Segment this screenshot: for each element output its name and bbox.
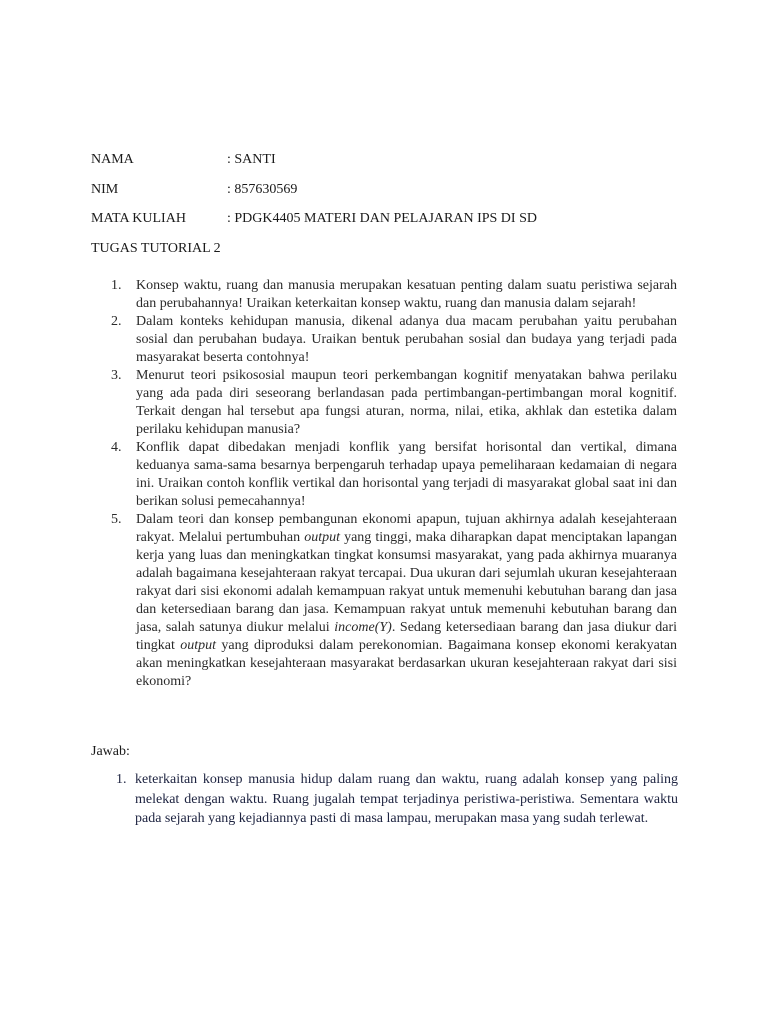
question-text: Menurut teori psikososial maupun teori perkembangan kognitif menyatakan bahwa perilaku yang ada pada diri seseorang berlandasan pada pertimbangan-pertimbangan moral kognitif. Terkait dengan hal tersebut apa fungsi aturan, norma, nilai, etika, akhlak dan estetika dalam perilaku kehidupan manusia? bbox=[136, 368, 677, 437]
info-label-mata-kuliah: MATA KULIAH bbox=[91, 211, 186, 226]
question-number: 1. bbox=[111, 278, 122, 293]
info-value-mata-kuliah: : PDGK4405 MATERI DAN PELAJARAN IPS DI SD bbox=[227, 211, 537, 226]
answer-number: 1. bbox=[116, 772, 127, 787]
answer-item bbox=[116, 770, 678, 829]
question-text-part: yang tinggi, maka diharapkan dapat menciptakan lapangan kerja yang luas dan meningkatkan tingkat konsumsi masyarakat, yang pada akhirnya muaranya adalah bagaimana kesejahteraan rakyat tercapai. Dua ukuran dari sejumlah ukuran kesejahteraan rakyat dari sisi ekonomi adalah kemampuan rakyat untuk memenuhi kebutuhan barang dan jasa dan ketersediaan barang dan jasa. Kemampuan rakyat untuk memenuhi kebutuhan barang dan jasa, salah satunya diukur melalui bbox=[136, 530, 677, 635]
answer-heading: Jawab: bbox=[91, 744, 130, 759]
answer-text: keterkaitan konsep manusia hidup dalam ruang dan waktu, ruang adalah konsep yang paling melekat dengan waktu. Ruang jugalah tempat terjadinya peristiwa-peristiwa. Sementara waktu pada sejarah yang kejadiannya pasti di masa lampau, merupakan masa yang sudah terlewat. bbox=[135, 772, 678, 826]
question-list bbox=[111, 277, 677, 691]
info-row-nim bbox=[91, 180, 537, 210]
question-italic-term: income(Y) bbox=[334, 620, 392, 635]
question-text bbox=[136, 511, 677, 691]
question-item bbox=[111, 313, 677, 367]
info-label-nim: NIM bbox=[91, 181, 119, 197]
question-text: Dalam konteks kehidupan manusia, dikenal adanya dua macam perubahan yaitu perubahan sosial dan perubahan budaya. Uraikan bentuk perubahan sosial dan budaya yang terjadi pada masyarakat beserta contohnya! bbox=[136, 314, 677, 365]
info-value-nim: : 857630569 bbox=[227, 181, 298, 197]
question-text-part: yang diproduksi dalam perekonomian. Bagaimana konsep ekonomi kerakyatan akan meningkatkan kesejahteraan masyarakat berdasarkan ukuran kesejahteraan rakyat dari sisi ekonomi? bbox=[136, 638, 677, 689]
question-item bbox=[111, 511, 677, 691]
question-item bbox=[111, 439, 677, 511]
question-item bbox=[111, 367, 677, 439]
question-text-part: . Sedang ketersediaan barang dan jasa diukur dari tingkat bbox=[136, 620, 677, 653]
question-number: 5. bbox=[111, 512, 122, 527]
question-italic-term: output bbox=[304, 530, 340, 545]
student-info bbox=[91, 150, 537, 239]
info-label-nama: NAMA bbox=[91, 152, 134, 167]
info-value-nama: : SANTI bbox=[227, 152, 276, 167]
answer-list bbox=[116, 770, 678, 829]
question-text: Konflik dapat dibedakan menjadi konflik yang bersifat horisontal dan vertikal, dimana keduanya sama-sama besarnya berpengaruh terhadap upaya pemeliharaan kedamaian di negara ini. Uraikan contoh konflik vertikal dan horisontal yang terjadi di masyarakat global saat ini dan berikan solusi pemecahannya! bbox=[136, 440, 677, 509]
question-text-part: Dalam teori dan konsep pembangunan ekonomi apapun, tujuan akhirnya adalah kesejahteraan rakyat. Melalui pertumbuhan bbox=[136, 512, 677, 545]
question-italic-term: output bbox=[180, 638, 217, 653]
question-number: 4. bbox=[111, 440, 122, 455]
tutorial-title: TUGAS TUTORIAL 2 bbox=[91, 241, 221, 256]
info-row-nama bbox=[91, 150, 537, 180]
question-number: 3. bbox=[111, 368, 122, 383]
question-item bbox=[111, 277, 677, 313]
question-text: Konsep waktu, ruang dan manusia merupakan kesatuan penting dalam suatu peristiwa sejarah dan perubahannya! Uraikan keterkaitan konsep waktu, ruang dan manusia dalam sejarah! bbox=[136, 278, 677, 311]
info-row-mata-kuliah bbox=[91, 209, 537, 239]
question-number: 2. bbox=[111, 314, 122, 329]
